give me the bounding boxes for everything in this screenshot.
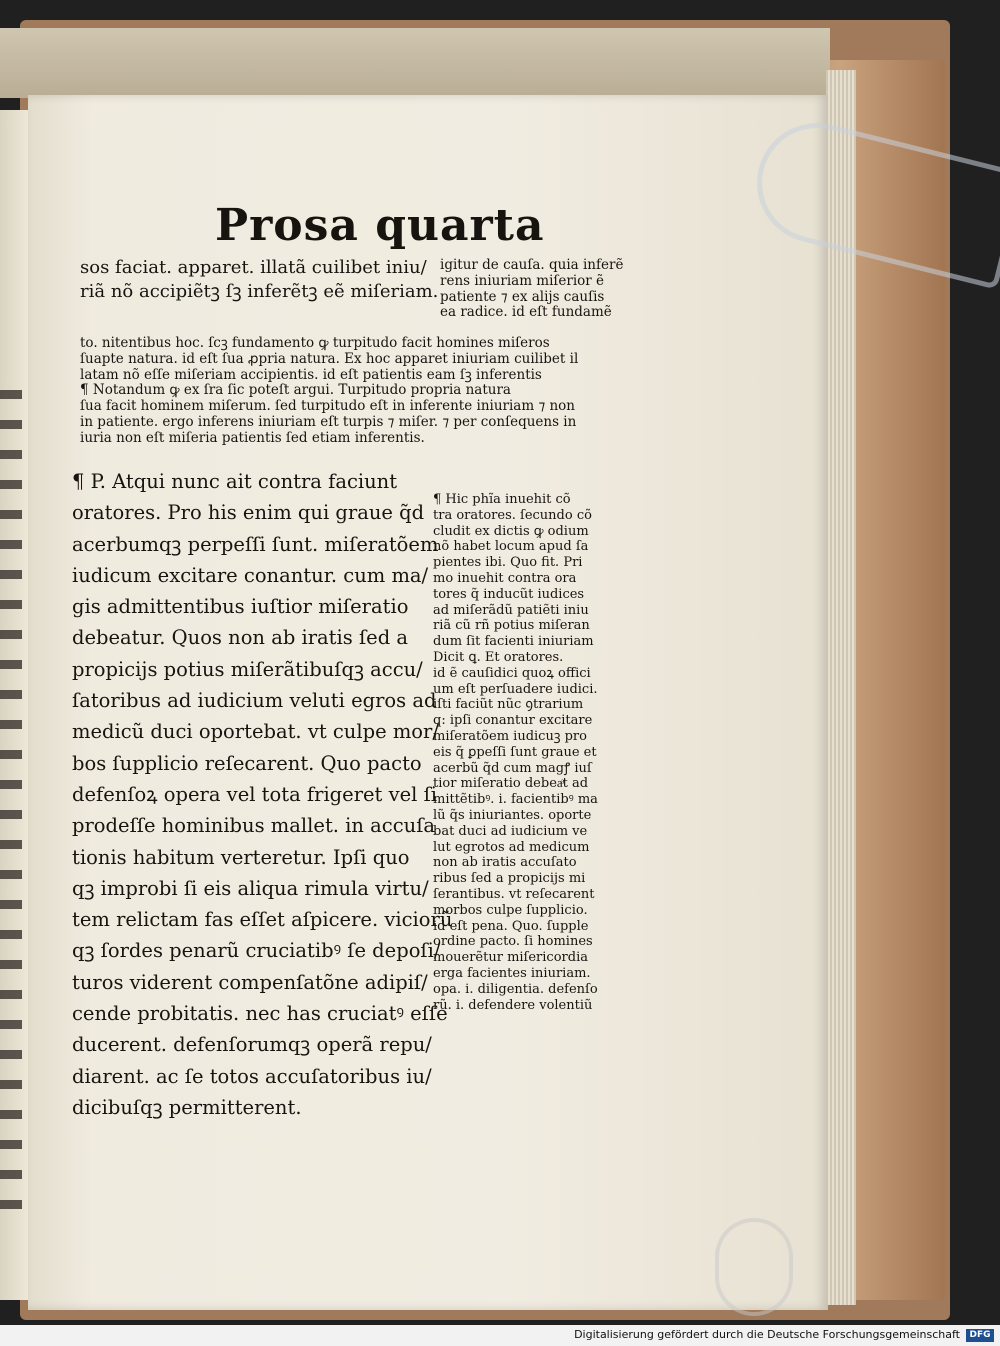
commentary-line: Dicit ꝗ. Et oratores. [433, 649, 564, 665]
commentary-line: ſuapte natura. id eſt ſua ꝓpria natura. Ex hoc apparet iniuriam cuilibet il [80, 350, 579, 367]
commentary-line: patiente ⁊ ex alijs cauſis [440, 288, 605, 305]
commentary-line: erga facientes iniuriam. [433, 965, 591, 981]
text-line: ¶ P. Atqui nunc ait contra faciunt [72, 470, 398, 493]
commentary-line: ſua facit hominem miſerum. ſed turpitudo eſt in inferente iniuriam ⁊ non [80, 398, 575, 415]
page-clip-bottom [715, 1218, 793, 1316]
dfg-logo: DFG [966, 1329, 994, 1342]
text-line: qꝫ ſordes penarũ cruciatibꝰ ſe depoſi/ [72, 939, 441, 963]
text-line: defenſoꝝ opera vel tota frigeret vel ſi [72, 782, 438, 806]
commentary-line: morbos culpe ſupplicio. [433, 902, 588, 918]
commentary-line: um eſt perſuadere iudici. [433, 681, 598, 697]
full-commentary [80, 336, 578, 447]
commentary-line: q: ipſi conantur excitare [433, 713, 593, 729]
commentary-line: dum ſit facienti iniuriam [433, 634, 594, 650]
facing-page [0, 110, 30, 1300]
text-line: qꝫ improbi ſi eis aliqua rimula virtu/ [72, 876, 429, 900]
commentary-line: id eſt pena. Quo. ſupple [433, 918, 589, 934]
text-line: ducerent. defenſorumqꝫ operã repu/ [72, 1033, 432, 1057]
page-heading: Prosa quarta [215, 200, 545, 251]
text-line: iudicum excitare conantur. cum ma/ [72, 563, 429, 587]
commentary-line: ¶ Notandum ꝙ ex ſra ſic poteſt argui. Turpitudo propria natura [80, 382, 511, 399]
top-main-text [80, 256, 438, 304]
commentary-line: mittẽtibꝰ. i. facientibꝰ ma [433, 792, 598, 808]
funding-credit: Digitalisierung gefördert durch die Deutsche Forschungsgemeinschaft [574, 1328, 960, 1341]
text-line: riã nõ accipiẽtꝫ ſꝫ inferẽtꝫ eẽ miſeriam. [80, 281, 439, 302]
commentary-line: bat duci ad iudicium ve [433, 823, 588, 839]
text-line: gis admittentibus iuſtior miſeratio [72, 595, 409, 619]
commentary-line: to. nitentibus hoc. ſcꝫ fundamento ꝙ turpitudo facit homines miſeros [80, 335, 550, 351]
text-line: bos ſupplicio reſecarent. Quo pacto [72, 751, 422, 775]
side-commentary-column [433, 492, 598, 1013]
text-line: sos faciat. apparet. illatã cuilibet iniu/ [80, 257, 427, 278]
commentary-line: rens iniuriam miſerior ẽ [440, 272, 605, 289]
text-line: dicibuſqꝫ permitterent. [72, 1095, 302, 1119]
commentary-line: tra oratores. ſecundo cõ [433, 507, 592, 523]
commentary-line: nõ habet locum apud ſa [433, 539, 589, 555]
text-line: prodeſſe hominibus mallet. in accuſa [72, 814, 436, 838]
commentary-line: ſerantibus. vt reſecarent [433, 886, 595, 902]
text-line: acerbumqꝫ perpeſſi ſunt. miſeratõem [72, 532, 439, 556]
text-line: turos viderent compenſatõne adipiſ/ [72, 970, 428, 994]
text-line: medicũ duci oportebat. vt culpe mor/ [72, 720, 439, 744]
facing-page-text [0, 390, 22, 1210]
top-commentary [440, 258, 623, 321]
commentary-line: mouerẽtur miſericordia [433, 950, 588, 966]
text-line: debeatur. Quos non ab iratis ſed a [72, 626, 409, 650]
text-line: tem relictam fas eſſet aſpicere. viciorũ [72, 908, 453, 932]
commentary-line: mo inuehit contra ora [433, 570, 577, 586]
commentary-line: ribus ſed a propicijs mi [433, 871, 586, 887]
commentary-line: id ẽ cauſidici quoꝝ offici [433, 665, 591, 681]
footer-bar [0, 1325, 1000, 1346]
commentary-line: iuria non eſt miſeria patientis ſed etiam inferentis. [80, 429, 425, 446]
commentary-line: tores q̃ inducũt iudices [433, 586, 585, 602]
text-line: cende probitatis. nec has cruciatꝰ eſſe [72, 1002, 448, 1026]
commentary-line: lut egrotos ad medicum [433, 839, 590, 855]
commentary-line: ordine pacto. ſi homines [433, 934, 593, 950]
text-line: oratores. Pro his enim qui graue q̃d [72, 501, 425, 525]
commentary-line: opa. i. diligentia. defenſo [433, 981, 598, 997]
commentary-line: latam nõ eſſe miſeriam accipientis. id eſt patientis eam ſꝫ inferentis [80, 366, 542, 383]
commentary-line: iſti faciũt nũc ꝯtrarium [433, 697, 584, 713]
text-line: propicijs potius miſerãtibuſqꝫ accu/ [72, 657, 423, 681]
commentary-line: miſeratõem iudicuꝫ pro [433, 728, 587, 744]
commentary-line: non ab iratis accuſato [433, 855, 577, 871]
commentary-line: ¶ Hic phĩa inuehit cõ [433, 492, 571, 507]
commentary-line: pientes ibi. Quo fit. Pri [433, 555, 583, 571]
commentary-line: eis q̃ ꝑpeſſi ſunt graue et [433, 744, 597, 760]
text-line: ſatoribus ad iudicium veluti egros ad [72, 689, 437, 713]
page-block-top [0, 28, 830, 98]
commentary-line: ad miſerãdũ patiẽti iniu [433, 602, 589, 618]
commentary-line: riã cũ rñ potius miſeran [433, 618, 590, 634]
page-stack-edge [826, 70, 856, 1305]
commentary-line: lũ q̃s iniuriantes. oporte [433, 807, 592, 823]
text-line: tionis habitum verteretur. Ipſi quo [72, 845, 410, 869]
commentary-line: cludit ex dictis ꝙ odium [433, 523, 589, 539]
main-text-column [72, 466, 452, 1123]
commentary-line: rũ. i. defendere volentiũ [433, 997, 593, 1013]
commentary-line: acerbũ q̃d cum magꝭ iuſ [433, 760, 592, 776]
commentary-line: tior miſeratio debeaͣt ad [433, 776, 589, 792]
commentary-line: ea radice. id eſt fundamẽ [440, 304, 612, 321]
commentary-line: igitur de cauſa. quia inferẽ [440, 257, 624, 273]
text-line: diarent. ac ſe totos accuſatoribus iu/ [72, 1064, 432, 1088]
commentary-line: in patiente. ergo inferens iniuriam eſt turpis ⁊ miſer. ⁊ per conſequens in [80, 413, 577, 430]
